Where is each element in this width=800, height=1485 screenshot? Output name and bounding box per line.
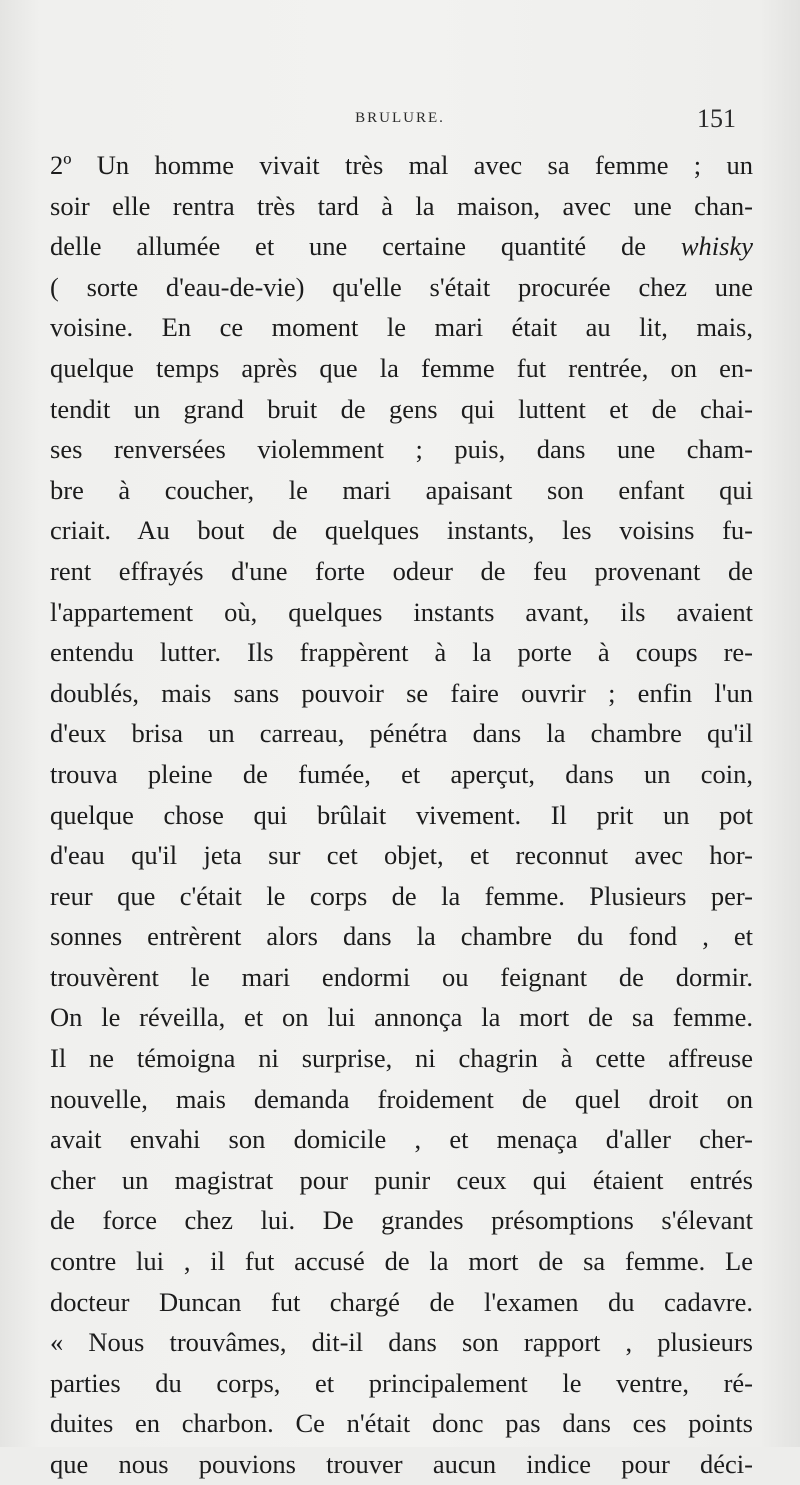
- text-line: 2º Un homme vivait très mal avec sa femme ; un: [50, 150, 753, 180]
- body-text: [50, 145, 753, 1485]
- text-line: delle allumée et une certaine quantité de whisky: [50, 231, 753, 262]
- text-line: parties du corps, et principalement le ventre, ré-: [50, 1367, 753, 1398]
- text-line: ses renversées violemment ; puis, dans une cham-: [50, 434, 753, 465]
- text-line: l'appartement où, quelques instants avant, ils avaient: [50, 596, 753, 627]
- text-line: contre lui , il fut accusé de la mort de sa femme. Le: [50, 1246, 753, 1277]
- text-line: que nous pouvions trouver aucun indice pour déci-: [50, 1449, 753, 1479]
- text-line: voisine. En ce moment le mari était au lit, mais,: [50, 312, 753, 343]
- text-line: reur que c'était le corps de la femme. Plusieurs per-: [50, 880, 753, 911]
- text-line: d'eau qu'il jeta sur cet objet, et reconnut avec hor-: [50, 840, 753, 871]
- running-title: BRULURE.: [355, 110, 445, 126]
- text-line: sonnes entrèrent alors dans la chambre du fond , et: [50, 921, 753, 952]
- text-line: nouvelle, mais demanda froidement de quel droit on: [50, 1083, 753, 1114]
- text-line: trouvèrent le mari endormi ou feignant de dormir.: [50, 961, 753, 992]
- text-line: quelque chose qui brûlait vivement. Il prit un pot: [50, 799, 753, 830]
- text-line: On le réveilla, et on lui annonça la mort de sa femme.: [50, 1002, 753, 1033]
- text-line: duites en charbon. Ce n'était donc pas dans ces points: [50, 1408, 753, 1439]
- text-line: avait envahi son domicile , et menaça d'aller cher-: [50, 1124, 753, 1155]
- text-line: ( sorte d'eau-de-vie) qu'elle s'était procurée chez une: [50, 271, 753, 302]
- text-line: bre à coucher, le mari apaisant son enfant qui: [50, 474, 753, 505]
- text-line: rent effrayés d'une forte odeur de feu provenant de: [50, 555, 753, 586]
- text-line: cher un magistrat pour punir ceux qui étaient entrés: [50, 1164, 753, 1195]
- page-number: 151: [697, 104, 736, 133]
- text-line: doublés, mais sans pouvoir se faire ouvrir ; enfin l'un: [50, 677, 753, 708]
- text-line: d'eux brisa un carreau, pénétra dans la chambre qu'il: [50, 718, 753, 749]
- text-line: quelque temps après que la femme fut rentrée, on en-: [50, 352, 753, 383]
- text-line: « Nous trouvâmes, dit-il dans son rapport , plusieurs: [50, 1327, 753, 1358]
- text-line: de force chez lui. De grandes présomptions s'élevant: [50, 1205, 753, 1236]
- text-line: entendu lutter. Ils frappèrent à la porte à coups re-: [50, 637, 753, 668]
- text-line: Il ne témoigna ni surprise, ni chagrin à cette affreuse: [50, 1043, 753, 1074]
- text-line: criait. Au bout de quelques instants, les voisins fu-: [50, 515, 753, 546]
- text-line: trouva pleine de fumée, et aperçut, dans un coin,: [50, 758, 753, 789]
- text-line: docteur Duncan fut chargé de l'examen du cadavre.: [50, 1286, 753, 1317]
- running-head: [0, 104, 800, 134]
- text-line: tendit un grand bruit de gens qui luttent et de chai-: [50, 393, 753, 424]
- text-line: soir elle rentra très tard à la maison, avec une chan-: [50, 190, 753, 221]
